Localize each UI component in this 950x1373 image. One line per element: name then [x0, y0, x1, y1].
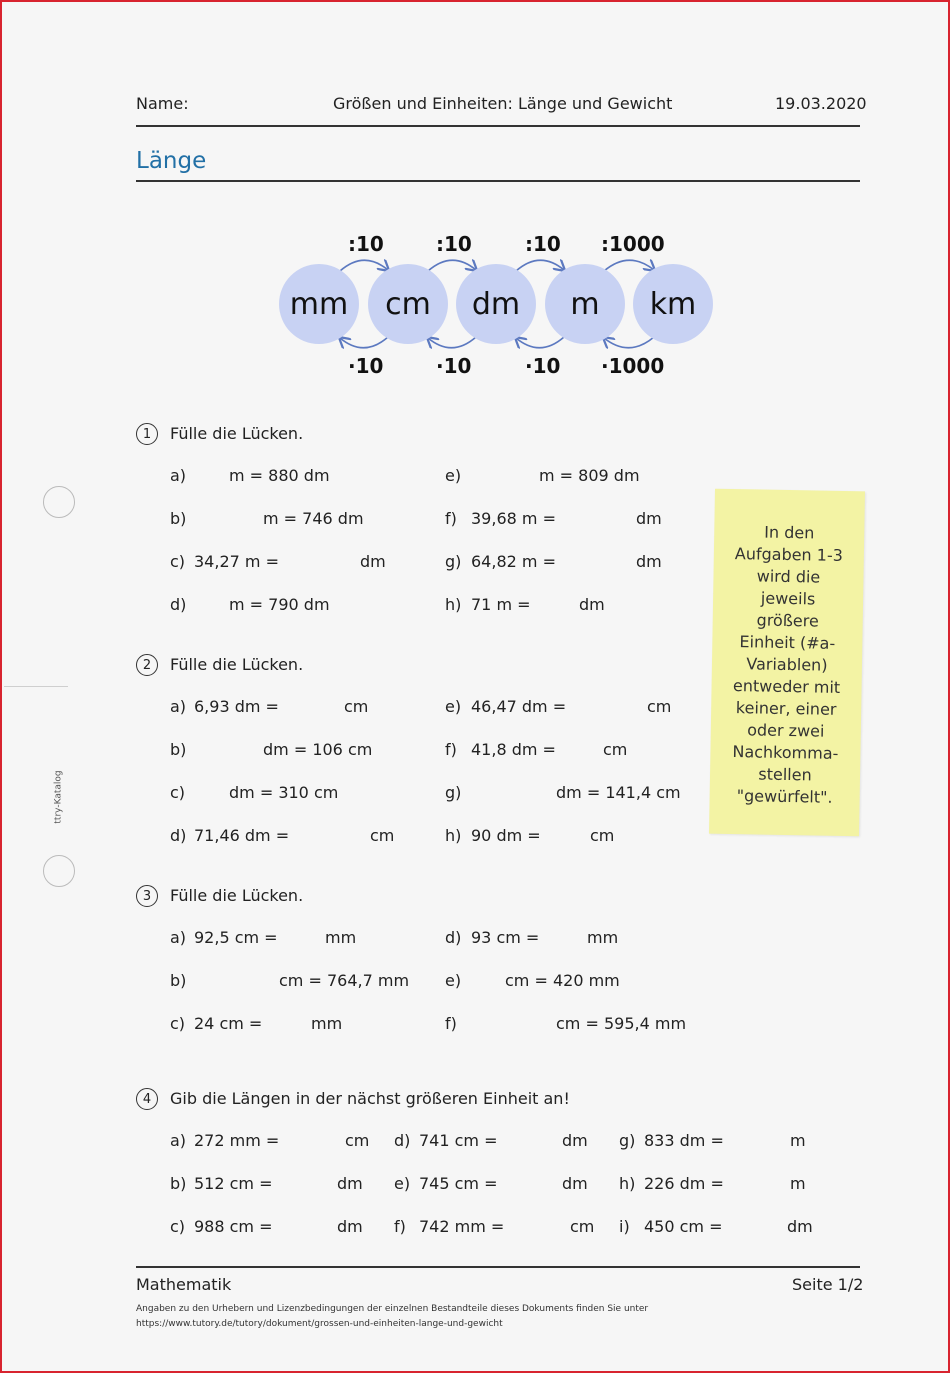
- item-unit: dm: [337, 1174, 363, 1193]
- arrow-bottom-3: [516, 337, 564, 348]
- item-text: 226 dm =: [644, 1174, 724, 1193]
- name-label: Name:: [136, 94, 189, 113]
- item-label: a): [170, 466, 187, 485]
- item-label: e): [445, 697, 462, 716]
- item-label: d): [445, 928, 462, 947]
- item-text: 93 cm =: [471, 928, 540, 947]
- item-text: 71 m =: [471, 595, 531, 614]
- footer-attribution-link[interactable]: https://www.tutory.de/tutory/dokument/grossen-und-einheiten-lange-und-gewicht: [136, 1319, 503, 1329]
- task-title: Fülle die Lücken.: [170, 655, 304, 674]
- arrow-top-3: [516, 260, 564, 271]
- multiply-op-4: ·1000: [601, 354, 665, 378]
- item-text: 24 cm =: [194, 1014, 263, 1033]
- item-text: cm = 420 mm: [505, 971, 620, 990]
- divide-op-1: :10: [348, 232, 384, 256]
- multiply-op-3: ·10: [525, 354, 561, 378]
- item-label: d): [170, 826, 187, 845]
- item-label: i): [619, 1217, 630, 1236]
- arrow-top-4: [604, 260, 654, 271]
- item-unit: mm: [587, 928, 619, 947]
- worksheet-date: 19.03.2020: [775, 94, 867, 113]
- task-title: Gib die Längen in der nächst größeren Einheit an!: [170, 1089, 570, 1108]
- footer-page-number: Seite 1/2: [792, 1275, 864, 1294]
- item-label: b): [170, 740, 187, 759]
- sticky-note: [709, 489, 865, 837]
- item-text: dm = 141,4 cm: [556, 783, 681, 802]
- item-label: f): [445, 740, 457, 759]
- item-unit: cm: [344, 697, 369, 716]
- item-unit: cm: [345, 1131, 370, 1150]
- item-unit: cm: [647, 697, 672, 716]
- item-text: cm = 595,4 mm: [556, 1014, 687, 1033]
- item-label: h): [445, 595, 462, 614]
- item-label: b): [170, 971, 187, 990]
- item-label: h): [445, 826, 462, 845]
- item-label: e): [445, 466, 462, 485]
- item-label: d): [394, 1131, 411, 1150]
- item-text: 34,27 m =: [194, 552, 279, 571]
- section-title: Länge: [136, 148, 207, 174]
- divide-op-4: :1000: [601, 232, 665, 256]
- item-label: c): [170, 1217, 186, 1236]
- task-number: 3: [136, 885, 158, 907]
- item-text: m = 809 dm: [539, 466, 640, 485]
- item-unit: cm: [570, 1217, 595, 1236]
- item-text: 512 cm =: [194, 1174, 273, 1193]
- item-text: dm = 106 cm: [263, 740, 373, 759]
- item-unit: dm: [787, 1217, 813, 1236]
- item-label: g): [619, 1131, 636, 1150]
- item-text: 39,68 m =: [471, 509, 556, 528]
- item-unit: dm: [579, 595, 605, 614]
- item-label: e): [394, 1174, 411, 1193]
- sticky-note-text: In den Aufgaben 1-3 wird die jeweils größere Einheit (#a-Variablen) entweder mit keiner, einer oder zwei Nachkomma-stellen "gewürfelt".: [732, 522, 844, 807]
- item-text: dm = 310 cm: [229, 783, 339, 802]
- fold-mark: [4, 686, 68, 687]
- task-title: Fülle die Lücken.: [170, 886, 304, 905]
- item-unit: dm: [636, 552, 662, 571]
- item-unit: dm: [562, 1174, 588, 1193]
- item-label: c): [170, 1014, 186, 1033]
- item-unit: mm: [325, 928, 357, 947]
- side-label: ttry-Katalog: [53, 770, 64, 824]
- item-unit: m: [790, 1174, 806, 1193]
- item-text: 450 cm =: [644, 1217, 723, 1236]
- item-label: f): [445, 1014, 457, 1033]
- item-text: 988 cm =: [194, 1217, 273, 1236]
- conversion-arrows: [0, 0, 950, 400]
- item-text: 745 cm =: [419, 1174, 498, 1193]
- item-unit: cm: [370, 826, 395, 845]
- item-text: m = 880 dm: [229, 466, 330, 485]
- footer-subject: Mathematik: [136, 1275, 232, 1294]
- item-label: g): [445, 552, 462, 571]
- item-text: 46,47 dm =: [471, 697, 567, 716]
- item-unit: m: [790, 1131, 806, 1150]
- item-text: 41,8 dm =: [471, 740, 556, 759]
- item-label: c): [170, 552, 186, 571]
- task-number: 2: [136, 654, 158, 676]
- item-unit: dm: [562, 1131, 588, 1150]
- item-label: f): [394, 1217, 406, 1236]
- item-unit: cm: [590, 826, 615, 845]
- task-number: 4: [136, 1088, 158, 1110]
- item-label: e): [445, 971, 462, 990]
- binder-hole: [43, 486, 75, 518]
- unit-circle-mm: mm: [279, 264, 359, 344]
- divide-op-3: :10: [525, 232, 561, 256]
- task-number: 1: [136, 423, 158, 445]
- arrow-bottom-4: [604, 337, 654, 348]
- item-label: b): [170, 509, 187, 528]
- arrow-bottom-2: [428, 337, 476, 348]
- arrow-top-1: [340, 260, 388, 271]
- item-text: 742 mm =: [419, 1217, 505, 1236]
- item-label: c): [170, 783, 186, 802]
- footer-rule: [136, 1266, 860, 1268]
- unit-circle-m: m: [545, 264, 625, 344]
- item-text: 92,5 cm =: [194, 928, 278, 947]
- item-unit: dm: [360, 552, 386, 571]
- item-label: a): [170, 928, 187, 947]
- unit-circle-cm: cm: [368, 264, 448, 344]
- unit-circle-km: km: [633, 264, 713, 344]
- item-text: 6,93 dm =: [194, 697, 279, 716]
- unit-circle-dm: dm: [456, 264, 536, 344]
- item-text: 741 cm =: [419, 1131, 498, 1150]
- item-label: f): [445, 509, 457, 528]
- worksheet-title: Größen und Einheiten: Länge und Gewicht: [333, 94, 673, 113]
- item-unit: dm: [636, 509, 662, 528]
- item-unit: dm: [337, 1217, 363, 1236]
- arrow-top-2: [428, 260, 476, 271]
- multiply-op-1: ·10: [348, 354, 384, 378]
- item-label: g): [445, 783, 462, 802]
- item-label: b): [170, 1174, 187, 1193]
- footer-attribution: Angaben zu den Urhebern und Lizenzbedingungen der einzelnen Bestandteile dieses Dokuments finden Sie unter: [136, 1304, 649, 1314]
- item-text: 833 dm =: [644, 1131, 724, 1150]
- binder-hole: [43, 855, 75, 887]
- item-unit: cm: [603, 740, 628, 759]
- item-text: 64,82 m =: [471, 552, 556, 571]
- arrow-bottom-1: [340, 337, 388, 348]
- task-title: Fülle die Lücken.: [170, 424, 304, 443]
- item-label: d): [170, 595, 187, 614]
- item-label: a): [170, 697, 187, 716]
- item-text: m = 790 dm: [229, 595, 330, 614]
- item-unit: mm: [311, 1014, 343, 1033]
- item-text: 90 dm =: [471, 826, 541, 845]
- item-label: a): [170, 1131, 187, 1150]
- divide-op-2: :10: [436, 232, 472, 256]
- item-label: h): [619, 1174, 636, 1193]
- multiply-op-2: ·10: [436, 354, 472, 378]
- item-text: m = 746 dm: [263, 509, 364, 528]
- item-text: 71,46 dm =: [194, 826, 290, 845]
- item-text: cm = 764,7 mm: [279, 971, 410, 990]
- item-text: 272 mm =: [194, 1131, 280, 1150]
